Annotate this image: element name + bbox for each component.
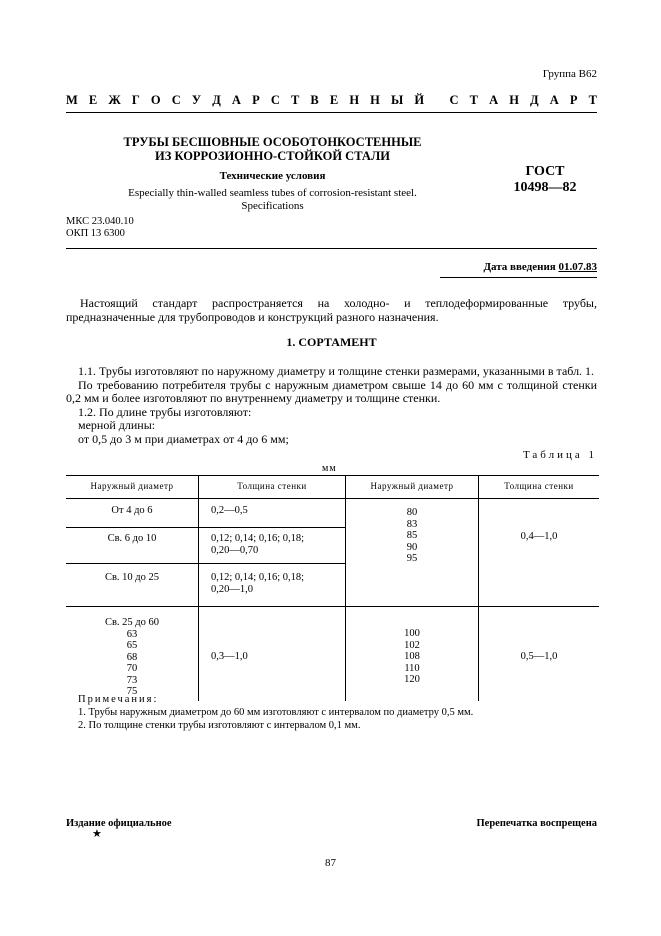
- title-line-2: ИЗ КОРРОЗИОННО-СТОЙКОЙ СТАЛИ: [155, 149, 390, 163]
- cell-value: 108: [404, 651, 420, 662]
- banner-letter: Ж: [108, 93, 121, 107]
- banner-letter: Н: [370, 93, 380, 107]
- cell-value: 85: [406, 530, 418, 541]
- banner-letter: В: [310, 93, 319, 107]
- banner-letter: Д: [530, 93, 539, 107]
- table-header-row: [66, 476, 599, 499]
- date-label: Дата введения: [483, 261, 556, 273]
- banner-letter: Н: [349, 93, 360, 107]
- codes-rule: [66, 248, 597, 249]
- table-row: [66, 607, 599, 701]
- table-cell: [199, 564, 346, 607]
- banner-letter: Р: [569, 93, 578, 107]
- banner-letter: Н: [509, 93, 519, 107]
- banner-letter: У: [191, 93, 202, 107]
- page-number: 87: [325, 857, 336, 869]
- title-line-1: ТРУБЫ БЕСШОВНЫЕ ОСОБОТОНКОСТЕННЫЕ: [123, 135, 422, 149]
- cell-value: 120: [404, 674, 420, 685]
- header-rule: [66, 112, 597, 113]
- introduction-date: [483, 261, 597, 273]
- banner-letter: А: [549, 93, 559, 107]
- cell-value: 68: [126, 651, 138, 663]
- date-value: 01.07.83: [558, 261, 597, 273]
- english-title: [110, 187, 435, 213]
- cell-value: 102: [404, 639, 420, 651]
- cell-value: 0,12; 0,14; 0,16; 0,18;: [211, 533, 305, 544]
- document-subtitle: Технические условия: [219, 170, 326, 182]
- cell-value: 63: [126, 628, 138, 640]
- banner-gap: [435, 93, 438, 108]
- body-line: мерной длины:: [78, 418, 156, 432]
- banner-letter: С: [270, 93, 280, 107]
- table-notes: [78, 693, 473, 732]
- english-title-line-1: Especially thin-walled seamless tubes of corrosion-resistant steel.: [128, 187, 417, 199]
- banner-letter: С: [449, 93, 459, 107]
- intro-paragraph: Настоящий стандарт распространяется на холодно- и теплодеформированные трубы, предназначенные для трубопроводов и конструкций разного назначения.: [66, 296, 597, 324]
- banner-letter: Т: [469, 93, 478, 107]
- okp-code: ОКП 13 6300: [66, 228, 125, 239]
- banner-letter: Д: [212, 93, 221, 107]
- banner-letter: Е: [88, 93, 98, 107]
- table-cell: 0,2—0,5: [199, 499, 346, 528]
- reprint-prohibited: Перепечатка воспрещена: [476, 818, 597, 829]
- table-cell: 0,5—1,0: [479, 607, 600, 701]
- cell-value: 80: [406, 507, 418, 518]
- table-cell: Св. 6 до 10: [66, 528, 199, 564]
- banner-letter: Т: [290, 93, 300, 107]
- body-line: По требованию потребителя трубы с наружным диаметром свыше 14 до 60 мм с толщиной стенки 0,2 мм и более изготовляют по внутреннему диаметру и толщине стенки.: [66, 377, 597, 405]
- cell-value: 73: [126, 674, 138, 686]
- note-item: 2. По толщине стенки трубы изготовляют с интервалом 0,1 мм.: [78, 720, 361, 731]
- table-cell: От 4 до 6: [66, 499, 199, 528]
- cell-value: 100: [404, 628, 420, 639]
- cell-value: 83: [406, 518, 418, 530]
- table-cell: 0,3—1,0: [199, 607, 346, 701]
- dimensions-table: [66, 475, 599, 701]
- banner-letter: А: [489, 93, 499, 107]
- body-line: от 0,5 до 3 м при диаметрах от 4 до 6 мм;: [78, 431, 289, 446]
- cell-value: 90: [406, 541, 418, 553]
- group-code: Группа В62: [542, 68, 597, 80]
- table-unit: мм: [322, 463, 337, 474]
- section-title: 1. СОРТАМЕНТ: [286, 335, 377, 349]
- cell-value: 0,12; 0,14; 0,16; 0,18;: [211, 572, 305, 583]
- section-body: [66, 365, 597, 446]
- mks-code: МКС 23.040.10: [66, 216, 134, 227]
- banner-letter: С: [171, 93, 181, 107]
- document-title: [110, 135, 435, 163]
- official-edition: Издание официальное: [66, 818, 172, 829]
- table-cell: Св. 10 до 25: [66, 564, 199, 607]
- table-cell: [346, 607, 479, 701]
- gost-code: 10498—82: [513, 180, 577, 195]
- banner-letter: Т: [588, 93, 597, 107]
- banner-letter: Р: [252, 93, 260, 107]
- table-cell: [346, 499, 479, 607]
- cell-value: 70: [126, 663, 138, 674]
- banner-letter: Е: [329, 93, 339, 107]
- cell-value: 95: [406, 553, 418, 564]
- table-label: Таблица 1: [522, 449, 597, 461]
- cell-value: 0,20—0,70: [211, 544, 259, 556]
- cell-value: 0,20—1,0: [211, 583, 253, 595]
- header-wall-thickness: Толщина стенки: [479, 476, 600, 499]
- header-outer-diameter: Наружный диаметр: [66, 476, 199, 499]
- banner-letter: Й: [414, 93, 425, 107]
- note-item: 1. Трубы наружным диаметром до 60 мм изготовляют с интервалом по диаметру 0,5 мм.: [78, 707, 474, 718]
- banner-letter: А: [231, 93, 241, 107]
- body-line: 1.1. Трубы изготовляют по наружному диаметру и толщине стенки размерами, указанными в табл. 1.: [78, 364, 595, 378]
- banner-letter: Ы: [391, 93, 404, 107]
- table-cell: [199, 528, 346, 564]
- table-row: [66, 499, 599, 528]
- banner-letter: М: [66, 93, 78, 107]
- header-outer-diameter: Наружный диаметр: [346, 476, 479, 499]
- banner-letter: Г: [131, 93, 140, 107]
- date-rule: [440, 277, 597, 278]
- notes-heading: Примечания:: [78, 694, 159, 705]
- classification-codes: [66, 216, 134, 240]
- star-icon: ★: [92, 828, 102, 840]
- gost-number: [500, 164, 590, 196]
- cell-value: 75: [126, 686, 138, 697]
- cell-value: 110: [404, 662, 420, 674]
- table-cell: 0,4—1,0: [479, 499, 600, 607]
- body-line: 1.2. По длине трубы изготовляют:: [78, 404, 252, 419]
- cell-value: 65: [126, 640, 138, 651]
- gost-label: ГОСТ: [525, 164, 565, 179]
- banner-letter: О: [150, 93, 161, 107]
- table-cell: [66, 607, 199, 701]
- header-wall-thickness: Толщина стенки: [199, 476, 346, 499]
- english-title-line-2: Specifications: [241, 200, 304, 212]
- cell-value: Св. 25 до 60: [104, 617, 160, 628]
- interstate-standard-banner: [66, 93, 597, 108]
